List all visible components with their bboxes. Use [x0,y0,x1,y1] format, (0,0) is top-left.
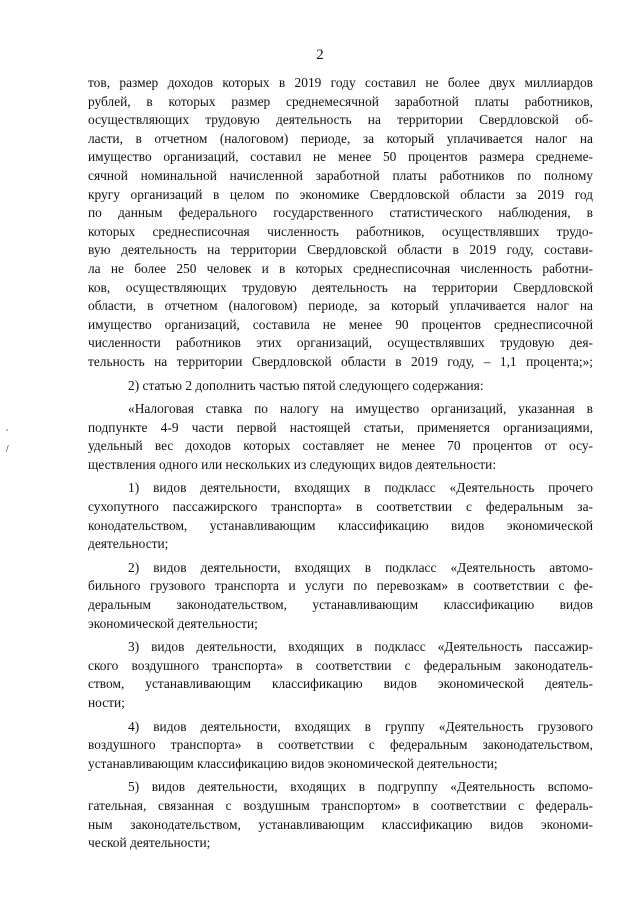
text-line: деятельности; [88,536,169,552]
text-line: имущество организаций, составила не менее 90 процентов среднесписочной [88,316,593,332]
text-line: ством, устанавливающим классификацию видов экономической деятель- [88,676,593,692]
page-number: 2 [316,47,324,63]
paragraph [88,400,593,474]
text-line: ности; [88,695,125,710]
text-line: 1) видов деятельности, входящих в подкласс «Деятельность прочего [128,480,593,496]
text-line: 4) видов деятельности, входящих в группу «Деятельность грузового [128,718,593,734]
paragraph [88,74,593,372]
text-line: воздушного транспорта» в соответствии с федеральным законодательством, [88,737,593,753]
text-line: рублей, в которых размер среднемесячной заработной платы работников, [88,93,593,109]
text-line: тельность на территории Свердловской области в 2019 году, – 1,1 процента;»; [88,353,593,369]
text-line: ным законодательством, устанавливающим классификацию видов экономи- [88,816,593,832]
text-line: устанавливающим классификацию видов экономической деятельности; [88,755,498,771]
text-line: ласти, в отчетном (налоговом) периоде, за который уплачивается налог на [88,130,593,146]
text-line: бильного грузового транспорта и услуги по перевозкам» в соответствии с фе- [88,578,593,594]
text-line: ков, осуществляющих трудовую деятельность на территории Свердловской [88,279,593,295]
text-line: удельный вес доходов которых составляет не менее 70 процентов от осу- [88,438,593,454]
text-line: деральным законодательством, устанавливающим классификацию видов [88,597,593,613]
text-line: осуществляющих трудовую деятельность на территории Свердловской об- [88,112,593,128]
paragraph [88,718,593,774]
text-line: «Налоговая ставка по налогу на имущество организаций, указанная в [128,401,593,417]
text-line: численности работников этих организаций, осуществлявших трудовую дея- [88,335,593,351]
text-line: сячной номинальной начисленной заработной платы работников по полному [88,167,593,183]
text-line: 3) видов деятельности, входящих в подкласс «Деятельность пассажир- [128,639,593,655]
text-line: по данным федерального государственного статистического наблюдения, в [88,205,593,221]
text-line: тов, размер доходов которых в 2019 году составил не более двух миллиардов [88,75,593,90]
text-line: ческой деятельности; [88,835,211,851]
text-line: которых среднесписочная численность работников, осуществлявших трудо- [88,223,593,239]
text-line: области, в отчетном (налоговом) периоде, за который уплачивается налог на [88,298,593,314]
text-line: ского воздушного транспорта» в соответствии с федеральным законодатель- [88,657,593,673]
text-line: ществления одного или нескольких из следующих видов деятельности: [88,456,497,472]
text-line: конодательством, устанавливающим классификацию видов экономической [88,517,593,533]
paragraph [88,559,593,633]
text-line: сухопутного пассажирского транспорта» в соответствии с федеральным за- [88,499,593,515]
text-line: ла не более 250 человек и в которых среднесписочная численность работни- [88,260,593,276]
text-line: имущество организаций, составил не менее 50 процентов размера среднеме- [88,149,593,165]
text-line: экономической деятельности; [88,615,258,631]
scan-margin-mark: / [6,444,9,453]
text-line: 2) видов деятельности, входящих в подкласс «Деятельность автомо- [128,559,593,575]
paragraph [88,377,593,396]
paragraph [88,479,593,553]
text-line: гательная, связанная с воздушным транспортом» в соответствии с федераль- [88,797,593,813]
text-line: 2) статью 2 дополнить частью пятой следующего содержания: [128,377,484,393]
paragraph [88,638,593,712]
text-line: 5) видов деятельности, входящих в подгруппу «Деятельность вспомо- [128,779,593,795]
text-line: кругу организаций в целом по экономике Свердловской области за 2019 год [88,186,593,202]
paragraph [88,778,593,852]
scan-margin-mark: ' [6,428,9,437]
text-line: подпункте 4-9 части первой настоящей статьи, применяется организациями, [88,419,593,435]
text-line: вую деятельность на территории Свердловской области в 2019 году, состави- [88,242,593,258]
body-text [88,74,593,858]
